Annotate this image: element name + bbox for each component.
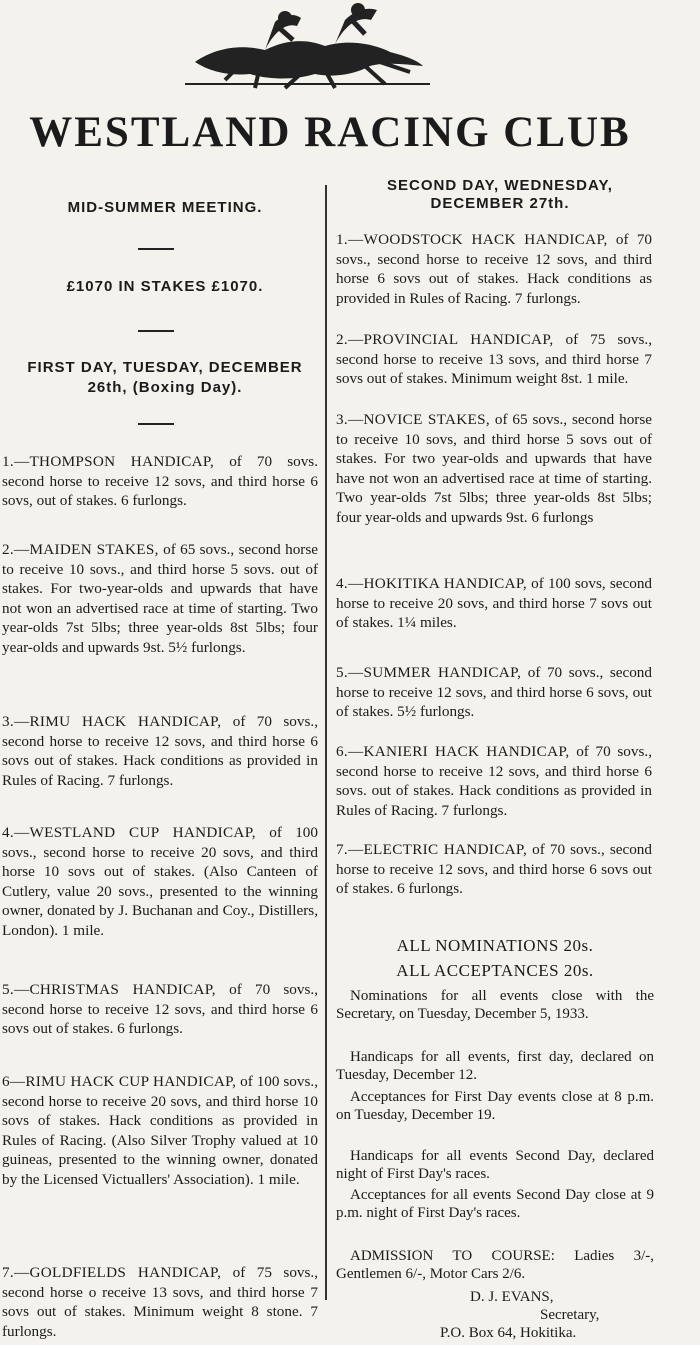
race-item-day1-3: 3.—RIMU HACK HANDICAP, of 70 sovs., second horse to receive 12 sovs, and third horse 6 sovs out of stakes. Hack conditions as provided in Rules of Racing. 7 furlongs. [2, 713, 318, 789]
race-item-day2-2: 2.—PROVINCIAL HANDICAP, of 75 sovs., second horse to receive 13 sovs, and third horse 7 sovs out of stakes. Minimum weight 8st. 1 mile. [336, 331, 652, 388]
nominations-fee: ALL NOMINATIONS 20s. [396, 936, 594, 955]
page-title: WESTLAND RACING CLUB [29, 109, 631, 156]
race-item-day2-5: 5.—SUMMER HANDICAP, of 70 sovs., second horse to receive 12 sovs, and third horse 6 sovs, out of stakes. 5½ furlongs. [336, 664, 652, 721]
secretary-name: D. J. EVANS, [470, 1289, 554, 1305]
notice-paragraph-2: Handicaps for all events, first day, declared on Tuesday, December 12. [336, 1049, 654, 1083]
second-day-heading: SECOND DAY, WEDNESDAY, DECEMBER 27th. [387, 177, 613, 212]
notice-paragraph-4: Handicaps for all events Second Day, declared night of First Day's races. [336, 1148, 654, 1182]
notice-paragraph-5: Acceptances for all events Second Day close at 9 p.m. night of First Day's races. [336, 1187, 654, 1221]
race-item-day2-4: 4.—HOKITIKA HANDICAP, of 100 sovs, second horse to receive 20 sovs, and third horse 7 sovs out of stakes. 1¼ miles. [336, 575, 653, 632]
divider [138, 248, 174, 250]
race-item-day1-1: 1.—THOMPSON HANDICAP, of 70 sovs. second horse to receive 12 sovs, and third horse 6 sovs, out of stakes. 6 furlongs. [2, 453, 318, 510]
divider [138, 423, 174, 425]
admission-notice: ADMISSION TO COURSE: Ladies 3/-, Gentlemen 6/-, Motor Cars 2/6. [336, 1248, 654, 1282]
race-item-day2-3: 3.—NOVICE STAKES, of 65 sovs., second horse to receive 10 sovs, and third horse 5 sovs out of stakes. For two year-olds and upwards that have have not won an advertised race at time of starting. Two year-olds 7st 5lbs; three year-olds 8st 5lbs; four year-olds and upwards 9st. 6 furlongs [336, 411, 653, 526]
meeting-title: MID-SUMMER MEETING. [67, 199, 263, 216]
race-item-day2-6: 6.—KANIERI HACK HANDICAP, of 70 sovs., second horse to receive 12 sovs, and third horse 6 sovs. out of stakes. Hack conditions as provided in Rules of Racing. 7 furlongs. [336, 743, 652, 819]
notice-paragraph-3: Acceptances for First Day events close at 8 p.m. on Tuesday, December 19. [336, 1089, 654, 1123]
race-item-day1-4: 4.—WESTLAND CUP HANDICAP, of 100 sovs., second horse to receive 20 sovs, and third horse 10 sovs out of stakes. (Also Canteen of Cutlery, value 20 sovs., presented to the winning owner, donated by J. Buchanan and Coy., Distillers, London). 1 mile. [2, 824, 318, 939]
race-item-day1-7: 7.—GOLDFIELDS HANDICAP, of 75 sovs., second horse o receive 13 sovs, and third horse 7 sovs out of stakes. Minimum weight 8 stone. 7 furlongs. [2, 1264, 319, 1340]
racing-horses-logo [185, 0, 430, 92]
race-item-day1-2: 2.—MAIDEN STAKES, of 65 sovs., second horse to receive 10 sovs., and third horse 5 sovs. out of stakes. For two-year-olds and upwards that have not won an advertised race at time of starting. Two year-olds 7st 5lbs; three year-olds 8st 5lbs; four year-olds and upwards 9st. 5½ furlongs. [2, 541, 319, 656]
notice-paragraph-1: Nominations for all events close with the Secretary, on Tuesday, December 5, 1933. [336, 988, 654, 1022]
secretary-address: P.O. Box 64, Hokitika. [440, 1325, 577, 1341]
race-item-day1-6: 6—RIMU HACK CUP HANDICAP, of 100 sovs., second horse to receive 20 sovs, and third horse 10 sovs of stakes. Hack conditions as provided in Rules of Racing. (Also Silver Trophy valued at 10 guineas, presented to the winning owner, donated by the Licensed Victuallers' Association). 1 mile. [2, 1073, 318, 1188]
race-item-day2-7: 7.—ELECTRIC HANDICAP, of 70 sovs., second horse to receive 12 sovs, and third horse 6 sovs out of stakes. 6 furlongs. [336, 841, 652, 898]
first-day-heading: FIRST DAY, TUESDAY, DECEMBER 26th, (Boxing Day). [27, 359, 303, 396]
divider [138, 330, 174, 332]
stakes-total: £1070 IN STAKES £1070. [66, 278, 264, 295]
column-divider [325, 185, 327, 1300]
acceptances-fee: ALL ACCEPTANCES 20s. [396, 961, 594, 980]
secretary-title: Secretary, [540, 1307, 600, 1323]
race-item-day2-1: 1.—WOODSTOCK HACK HANDICAP, of 70 sovs., second horse to receive 12 sovs, and third horse 6 sovs out of stakes. Hack conditions as provided in Rules of Racing. 7 furlongs. [336, 231, 653, 307]
race-item-day1-5: 5.—CHRISTMAS HANDICAP, of 70 sovs., second horse to receive 12 sovs, and third horse 6 sovs out of stakes. 6 furlongs. [2, 981, 318, 1038]
